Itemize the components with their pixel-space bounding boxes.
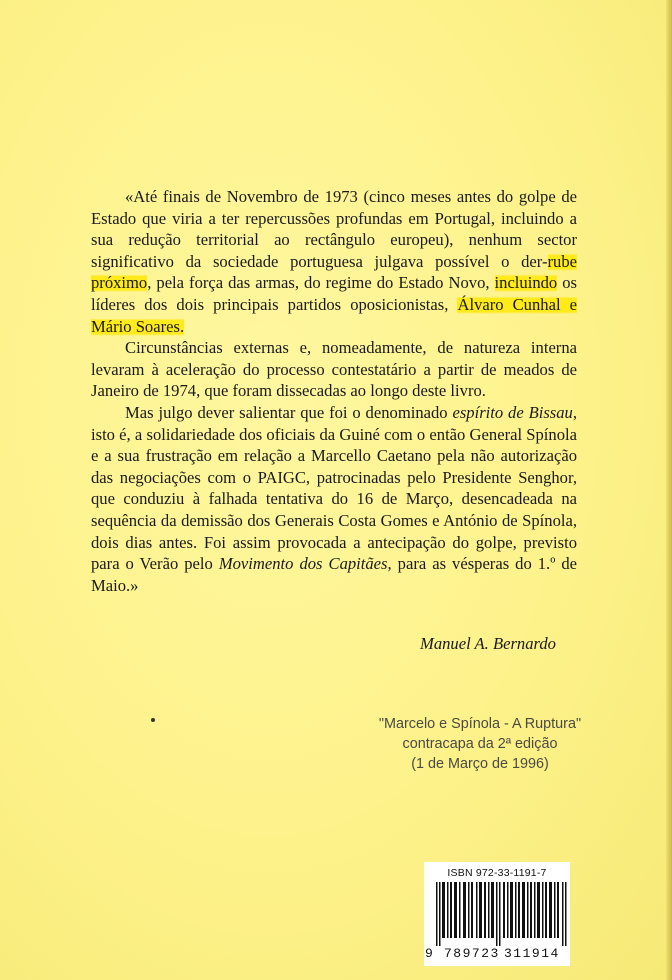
print-dot bbox=[151, 718, 155, 722]
italic-espirito-de-bissau: espírito de Bissau bbox=[452, 402, 573, 422]
italic-movimento-dos-capitaes: Movimento dos Capitães bbox=[218, 554, 388, 574]
quote-paragraph-3 bbox=[91, 402, 577, 596]
quote-p3-part-b: , isto é, a solidariedade dos oficiais da Guiné com o então General Spínola e a sua frustração em relação a Marcello Caetano pela não autorização das negociações com o PAIGC, patrocinadas pelo Presidente Senghor, que conduziu à falhada tentativa do 16 de Março, desencadeada na sequência da demissão dos Generais Costa Gomes e António de Spínola, dois dias antes. Foi assim provocada a antecipação do golpe, previsto para o Verão pelo bbox=[91, 402, 577, 574]
barcode-icon bbox=[436, 882, 568, 946]
barcode-panel bbox=[424, 862, 570, 966]
highlighted-text-3: Álvaro Cunhal e Mário Soares. bbox=[91, 294, 577, 336]
highlighted-text-1: rube próximo bbox=[91, 251, 577, 293]
quote-p3-part-a: Mas julgo dever salientar que foi o denominado bbox=[125, 402, 453, 422]
cover-edge bbox=[666, 0, 672, 980]
highlighted-text-2: incluindo bbox=[494, 273, 558, 293]
quote-paragraph-2: Circunstâncias externas e, nomeadamente, de natureza interna levaram à aceleração do processo contestatário a partir de meados de Janeiro de 1974, que foram dissecadas ao longo deste livro. bbox=[91, 338, 577, 401]
quote-p1-part-a: «Até finais de Novembro de 1973 (cinco meses antes do golpe de Estado que viria a ter repercussões profundas em Portugal, incluindo a sua redução territorial ao rectângulo europeu), nenhum sector significativo da sociedade portuguesa julgava possível o der- bbox=[91, 187, 577, 271]
quote-p3-part-c: , para as vésperas do 1.º de Maio.» bbox=[91, 554, 577, 595]
source-note bbox=[360, 714, 600, 774]
author-signature: Manuel A. Bernardo bbox=[420, 634, 556, 653]
quote-p1-part-b: , pela força das armas, do regime do Estado Novo, bbox=[147, 273, 490, 293]
ean-left-group: 789723 bbox=[444, 946, 500, 961]
ean-right-group: 311914 bbox=[504, 946, 560, 961]
isbn-label: ISBN 972-33-1191-7 bbox=[447, 867, 547, 879]
ean-first-digit: 9 bbox=[425, 946, 433, 961]
source-title: "Marcelo e Spínola - A Ruptura" bbox=[378, 716, 582, 732]
quote-p1-part-c: os líderes dos dois principais partidos oposicionistas, bbox=[91, 273, 577, 314]
source-edition: contracapa da 2ª edição bbox=[402, 736, 558, 752]
quote-text-block bbox=[91, 186, 577, 596]
quote-paragraph-1 bbox=[91, 186, 577, 337]
source-date: (1 de Março de 1996) bbox=[411, 756, 549, 772]
